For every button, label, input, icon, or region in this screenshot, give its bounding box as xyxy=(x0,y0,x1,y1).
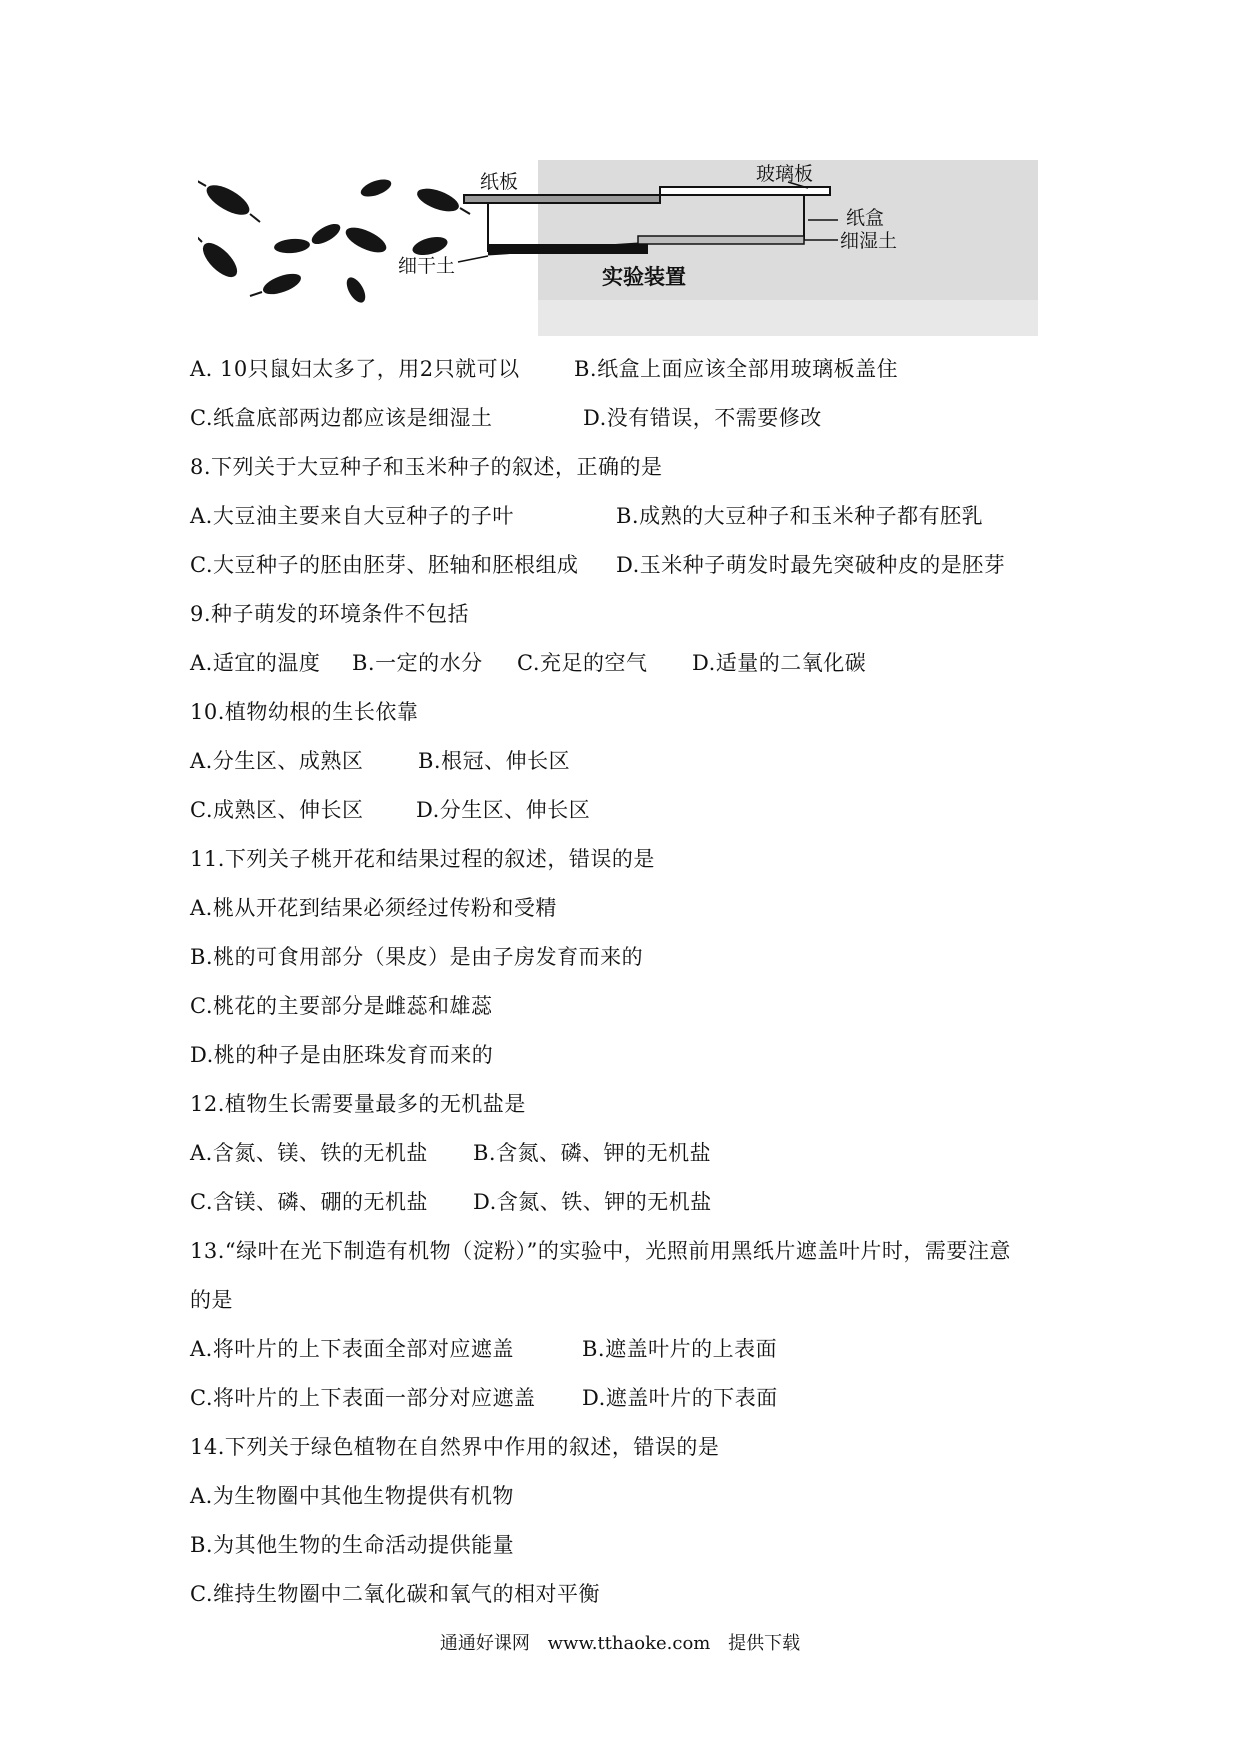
q14-option-a: A.为生物圈中其他生物提供有机物 xyxy=(190,1484,514,1508)
q12-stem: 12.植物生长需要量最多的无机盐是 xyxy=(190,1092,526,1116)
woodlouse-icon xyxy=(343,274,369,305)
woodlouse-icon xyxy=(250,270,304,299)
box-label: 纸盒 xyxy=(846,207,885,229)
q11-option-a: A.桃从开花到结果必须经过传粉和受精 xyxy=(190,896,557,920)
q13-option-c: C.将叶片的上下表面一部分对应遮盖 xyxy=(190,1386,536,1410)
q13-option-d: D.遮盖叶片的下表面 xyxy=(582,1386,778,1410)
glass-plate xyxy=(660,187,830,195)
q14-option-c: C.维持生物圈中二氧化碳和氧气的相对平衡 xyxy=(190,1582,600,1606)
q13-stem-line-1: 13.“绿叶在光下制造有机物（淀粉）”的实验中，光照前用黑纸片遮盖叶片时，需要注意 xyxy=(190,1239,1011,1263)
q8-option-c: C.大豆种子的胚由胚芽、胚轴和胚根组成 xyxy=(190,553,579,577)
q11-stem: 11.下列关子桃开花和结果过程的叙述，错误的是 xyxy=(190,847,655,871)
woodlouse-icon xyxy=(359,176,394,200)
q7-option-b: B.纸盒上面应该全部用玻璃板盖住 xyxy=(574,357,899,381)
q7-option-a: A. 10只鼠妇太多了，用2只就可以 xyxy=(190,357,520,381)
q13-option-b: B.遮盖叶片的上表面 xyxy=(582,1337,778,1361)
cardboard-label: 纸板 xyxy=(480,171,519,193)
q12-option-b: B.含氮、磷、钾的无机盐 xyxy=(473,1141,712,1165)
q12-option-d: D.含氮、铁、钾的无机盐 xyxy=(473,1190,712,1214)
q7-option-c: C.纸盒底部两边都应该是细湿土 xyxy=(190,406,493,430)
q10-option-c: C.成熟区、伸长区 xyxy=(190,798,364,822)
woodlouse-icon xyxy=(198,232,243,283)
experiment-device-diagram xyxy=(198,160,1038,336)
q9-stem: 9.种子萌发的环境条件不包括 xyxy=(190,602,470,626)
q13-option-a: A.将叶片的上下表面全部对应遮盖 xyxy=(190,1337,514,1361)
q11-option-d: D.桃的种子是由胚珠发育而来的 xyxy=(190,1043,494,1067)
page-footer xyxy=(0,1633,1240,1655)
footer-url[interactable]: www.tthaoke.com xyxy=(547,1633,711,1654)
q14-stem: 14.下列关于绿色植物在自然界中作用的叙述，错误的是 xyxy=(190,1435,720,1459)
q10-option-a: A.分生区、成熟区 xyxy=(190,749,364,773)
q9-option-d: D.适量的二氧化碳 xyxy=(692,651,867,675)
footer-note: 提供下载 xyxy=(728,1633,801,1654)
wet-soil xyxy=(638,236,804,244)
q11-option-c: C.桃花的主要部分是雌蕊和雄蕊 xyxy=(190,994,493,1018)
experiment-figure xyxy=(198,160,1038,336)
device-title: 实验装置 xyxy=(602,265,686,289)
q12-option-a: A.含氮、镁、铁的无机盐 xyxy=(190,1141,428,1165)
q8-option-d: D.玉米种子萌发时最先突破种皮的是胚芽 xyxy=(616,553,1006,577)
q9-option-c: C.充足的空气 xyxy=(517,651,648,675)
q8-option-b: B.成熟的大豆种子和玉米种子都有胚乳 xyxy=(616,504,984,528)
q9-option-b: B.一定的水分 xyxy=(352,651,483,675)
woodlouse-icon xyxy=(414,184,470,216)
q8-stem: 8.下列关于大豆种子和玉米种子的叙述，正确的是 xyxy=(190,455,663,479)
q14-option-b: B.为其他生物的生命活动提供能量 xyxy=(190,1533,515,1557)
dry-soil-label: 细干土 xyxy=(398,255,456,277)
woodlice-group xyxy=(198,176,470,306)
q13-stem-line-2: 的是 xyxy=(190,1288,233,1312)
woodlouse-icon xyxy=(273,237,310,254)
q12-option-c: C.含镁、磷、硼的无机盐 xyxy=(190,1190,428,1214)
footer-site-name: 通通好课网 xyxy=(439,1633,530,1654)
cardboard xyxy=(464,195,660,203)
wet-soil-label: 细湿土 xyxy=(840,230,898,252)
woodlouse-icon xyxy=(198,178,260,222)
glass-plate-label: 玻璃板 xyxy=(756,163,814,185)
q10-stem: 10.植物幼根的生长依靠 xyxy=(190,700,419,724)
woodlouse-icon xyxy=(342,223,389,258)
woodlouse-icon xyxy=(309,220,344,248)
q9-option-a: A.适宜的温度 xyxy=(190,651,321,675)
q8-option-a: A.大豆油主要来自大豆种子的子叶 xyxy=(190,504,514,528)
q7-option-d: D.没有错误，不需要修改 xyxy=(583,406,822,430)
q11-option-b: B.桃的可食用部分（果皮）是由子房发育而来的 xyxy=(190,945,644,969)
q10-option-d: D.分生区、伸长区 xyxy=(416,798,591,822)
q10-option-b: B.根冠、伸长区 xyxy=(418,749,571,773)
